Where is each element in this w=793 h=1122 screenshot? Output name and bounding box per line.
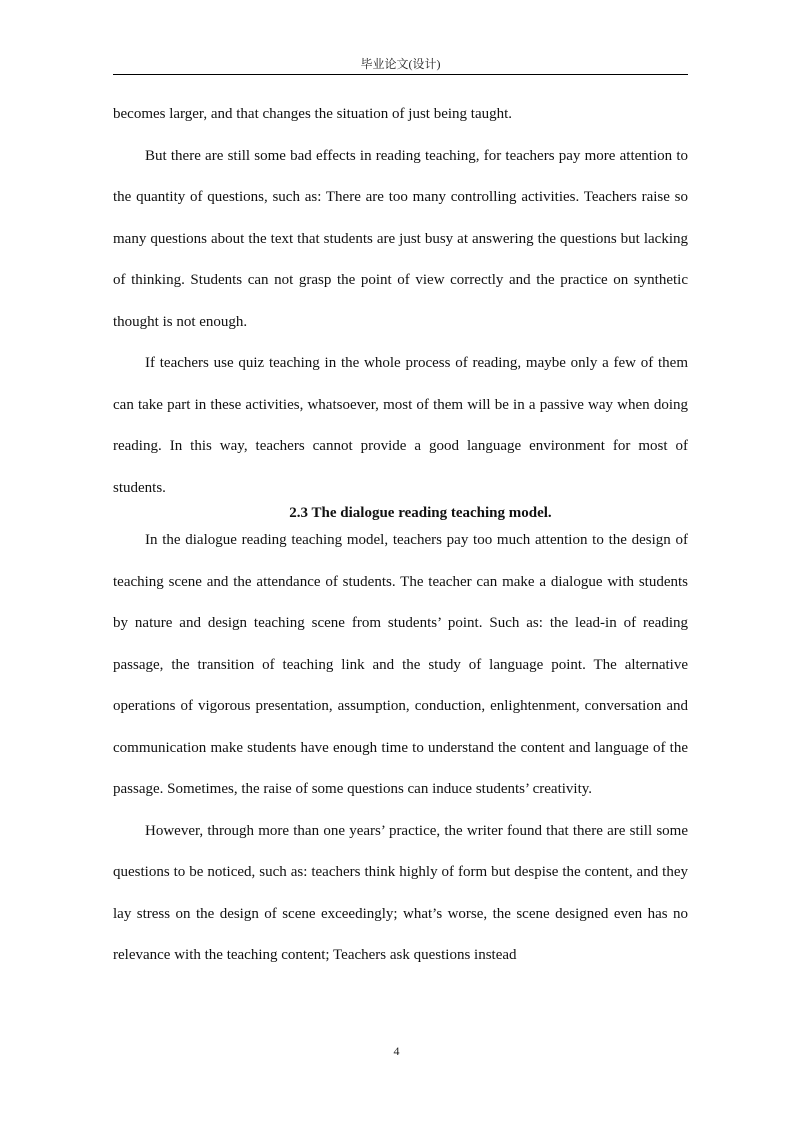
paragraph-3: If teachers use quiz teaching in the whole process of reading, maybe only a few of them can take part in these activities, whatsoever, most of them will be in a passive way when doing reading. In this way, teachers cannot provide a good language environment for most of students.	[113, 355, 688, 496]
paragraph-2: But there are still some bad effects in reading teaching, for teachers pay more attention to the quantity of questions, such as: There are too many controlling activities. Teachers raise so many questions about the text that students are just busy at answering the questions but lacking of thinking. Students can not grasp the point of view correctly and the practice on synthetic thought is not enough.	[113, 147, 688, 330]
header-rule	[113, 74, 688, 75]
paragraph-1: becomes larger, and that changes the situation of just being taught.	[113, 106, 513, 122]
section-heading: 2.3 The dialogue reading teaching model.	[289, 505, 552, 521]
page-number: 4	[393, 1044, 400, 1058]
body-text	[113, 94, 688, 977]
page-header: 毕业论文(设计)	[360, 57, 441, 71]
paragraph-5: However, through more than one years’ practice, the writer found that there are still some questions to be noticed, such as: teachers think highly of form but despise the content, and they lay stress on the design of scene exceedingly; what’s worse, the scene designed even has no relevance with the teaching content; Teachers ask questions instead	[113, 822, 688, 963]
paragraph-4: In the dialogue reading teaching model, teachers pay too much attention to the design of teaching scene and the attendance of students. The teacher can make a dialogue with students by nature and design teaching scene from students’ point. Such as: the lead-in of reading passage, the transition of teaching link and the study of language point. The alternative operations of vigorous presentation, assumption, conduction, enlightenment, conversation and communication make students have enough time to understand the content and language of the passage. Sometimes, the raise of some questions can induce students’ creativity.	[113, 532, 688, 797]
